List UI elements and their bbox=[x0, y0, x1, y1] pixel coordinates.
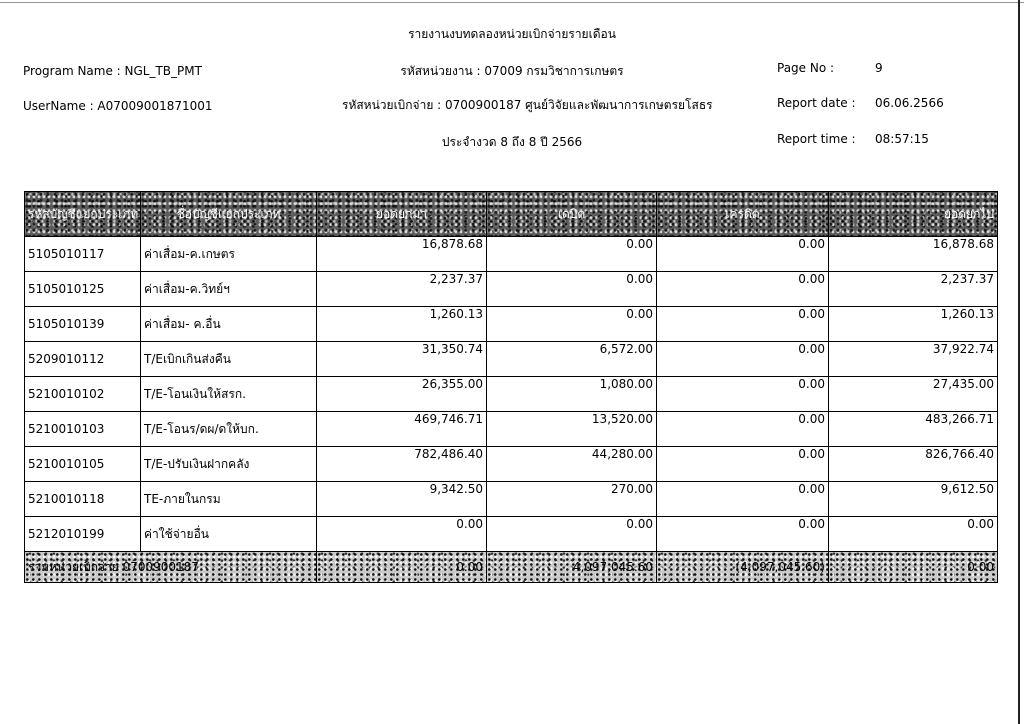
account-name-cell: T/E-ปรับเงินฝากคลัง bbox=[141, 447, 317, 482]
report-date-label: Report date : bbox=[777, 96, 856, 110]
account-code-cell: 5209010112 bbox=[25, 342, 141, 377]
credit-cell: 0.00 bbox=[657, 342, 829, 377]
total-credit: (4,097,045.60) bbox=[657, 552, 829, 583]
table-row bbox=[25, 272, 998, 307]
account-name-cell: ค่าเสื่อม- ค.อื่น bbox=[141, 307, 317, 342]
carried-forward-cell: 37,922.74 bbox=[829, 342, 998, 377]
debit-cell: 1,080.00 bbox=[487, 377, 657, 412]
credit-cell: 0.00 bbox=[657, 237, 829, 272]
brought-forward-cell: 16,878.68 bbox=[317, 237, 487, 272]
brought-forward-cell: 782,486.40 bbox=[317, 447, 487, 482]
program-name: Program Name : NGL_TB_PMT bbox=[23, 64, 202, 78]
agency-line: รหัสหน่วยงาน : 07009 กรมวิชาการเกษตร bbox=[400, 64, 624, 78]
debit-cell: 13,520.00 bbox=[487, 412, 657, 447]
report-date-value: 06.06.2566 bbox=[875, 96, 944, 110]
debit-cell: 6,572.00 bbox=[487, 342, 657, 377]
account-name-cell: T/Eเบิกเกินส่งคืน bbox=[141, 342, 317, 377]
page-no-label: Page No : bbox=[777, 61, 835, 75]
header-account-code: รหัสบัญชีแยกประเภท bbox=[25, 192, 141, 237]
credit-cell: 0.00 bbox=[657, 307, 829, 342]
account-code-cell: 5210010103 bbox=[25, 412, 141, 447]
brought-forward-cell: 31,350.74 bbox=[317, 342, 487, 377]
table-row bbox=[25, 517, 998, 552]
carried-forward-cell: 826,766.40 bbox=[829, 447, 998, 482]
table-row bbox=[25, 377, 998, 412]
table-row bbox=[25, 447, 998, 482]
credit-cell: 0.00 bbox=[657, 447, 829, 482]
total-carried-forward: 0.00 bbox=[829, 552, 998, 583]
carried-forward-cell: 1,260.13 bbox=[829, 307, 998, 342]
report-title: รายงานงบทดลองหน่วยเบิกจ่ายรายเดือน bbox=[408, 27, 616, 41]
brought-forward-cell: 0.00 bbox=[317, 517, 487, 552]
account-code-cell: 5105010125 bbox=[25, 272, 141, 307]
account-code-cell: 5210010102 bbox=[25, 377, 141, 412]
brought-forward-cell: 9,342.50 bbox=[317, 482, 487, 517]
account-code-cell: 5105010139 bbox=[25, 307, 141, 342]
username: UserName : A07009001871001 bbox=[23, 99, 213, 113]
account-code-cell: 5210010118 bbox=[25, 482, 141, 517]
table-row bbox=[25, 482, 998, 517]
debit-cell: 0.00 bbox=[487, 237, 657, 272]
credit-cell: 0.00 bbox=[657, 482, 829, 517]
disbursing-unit-line: รหัสหน่วยเบิกจ่าย : 0700900187 ศูนย์วิจัยและพัฒนาการเกษตรยโสธร bbox=[342, 98, 713, 112]
trial-balance-table bbox=[24, 191, 998, 583]
carried-forward-cell: 0.00 bbox=[829, 517, 998, 552]
carried-forward-cell: 27,435.00 bbox=[829, 377, 998, 412]
total-debit: 4,097,045.60 bbox=[487, 552, 657, 583]
total-brought-forward: 0.00 bbox=[317, 552, 487, 583]
debit-cell: 0.00 bbox=[487, 517, 657, 552]
account-code-cell: 5212010199 bbox=[25, 517, 141, 552]
total-label: รวมหน่วยเบิกจ่าย 0700900187 bbox=[25, 552, 317, 583]
period-line: ประจำงวด 8 ถึง 8 ปี 2566 bbox=[441, 135, 583, 149]
page-no-value: 9 bbox=[875, 61, 883, 75]
total-row bbox=[25, 552, 998, 583]
brought-forward-cell: 26,355.00 bbox=[317, 377, 487, 412]
carried-forward-cell: 2,237.37 bbox=[829, 272, 998, 307]
right-scan-edge bbox=[1018, 0, 1020, 724]
header-brought-forward: ยอดยกมา bbox=[317, 192, 487, 237]
carried-forward-cell: 9,612.50 bbox=[829, 482, 998, 517]
header-account-name: ชื่อบัญชีแยกประเภท bbox=[141, 192, 317, 237]
credit-cell: 0.00 bbox=[657, 412, 829, 447]
account-name-cell: ค่าเสื่อม-ค.เกษตร bbox=[141, 237, 317, 272]
debit-cell: 44,280.00 bbox=[487, 447, 657, 482]
debit-cell: 270.00 bbox=[487, 482, 657, 517]
account-code-cell: 5210010105 bbox=[25, 447, 141, 482]
account-name-cell: ค่าใช้จ่ายอื่น bbox=[141, 517, 317, 552]
account-code-cell: 5105010117 bbox=[25, 237, 141, 272]
credit-cell: 0.00 bbox=[657, 517, 829, 552]
carried-forward-cell: 483,266.71 bbox=[829, 412, 998, 447]
table-row bbox=[25, 237, 998, 272]
top-border-line bbox=[0, 2, 1024, 3]
credit-cell: 0.00 bbox=[657, 272, 829, 307]
carried-forward-cell: 16,878.68 bbox=[829, 237, 998, 272]
header-carried-forward: ยอดยกไป bbox=[829, 192, 998, 237]
report-time-label: Report time : bbox=[777, 132, 856, 146]
table-row bbox=[25, 412, 998, 447]
brought-forward-cell: 2,237.37 bbox=[317, 272, 487, 307]
header-credit: เครดิต bbox=[657, 192, 829, 237]
account-name-cell: T/E-โอนร/ดผ/ดให้บก. bbox=[141, 412, 317, 447]
header-debit: เดบิต bbox=[487, 192, 657, 237]
table-row bbox=[25, 307, 998, 342]
brought-forward-cell: 469,746.71 bbox=[317, 412, 487, 447]
table-row bbox=[25, 342, 998, 377]
account-name-cell: ค่าเสื่อม-ค.วิทย์ฯ bbox=[141, 272, 317, 307]
table-header-row bbox=[25, 192, 998, 237]
report-time-value: 08:57:15 bbox=[875, 132, 929, 146]
account-name-cell: T/E-โอนเงินให้สรก. bbox=[141, 377, 317, 412]
brought-forward-cell: 1,260.13 bbox=[317, 307, 487, 342]
credit-cell: 0.00 bbox=[657, 377, 829, 412]
debit-cell: 0.00 bbox=[487, 272, 657, 307]
debit-cell: 0.00 bbox=[487, 307, 657, 342]
account-name-cell: TE-ภายในกรม bbox=[141, 482, 317, 517]
